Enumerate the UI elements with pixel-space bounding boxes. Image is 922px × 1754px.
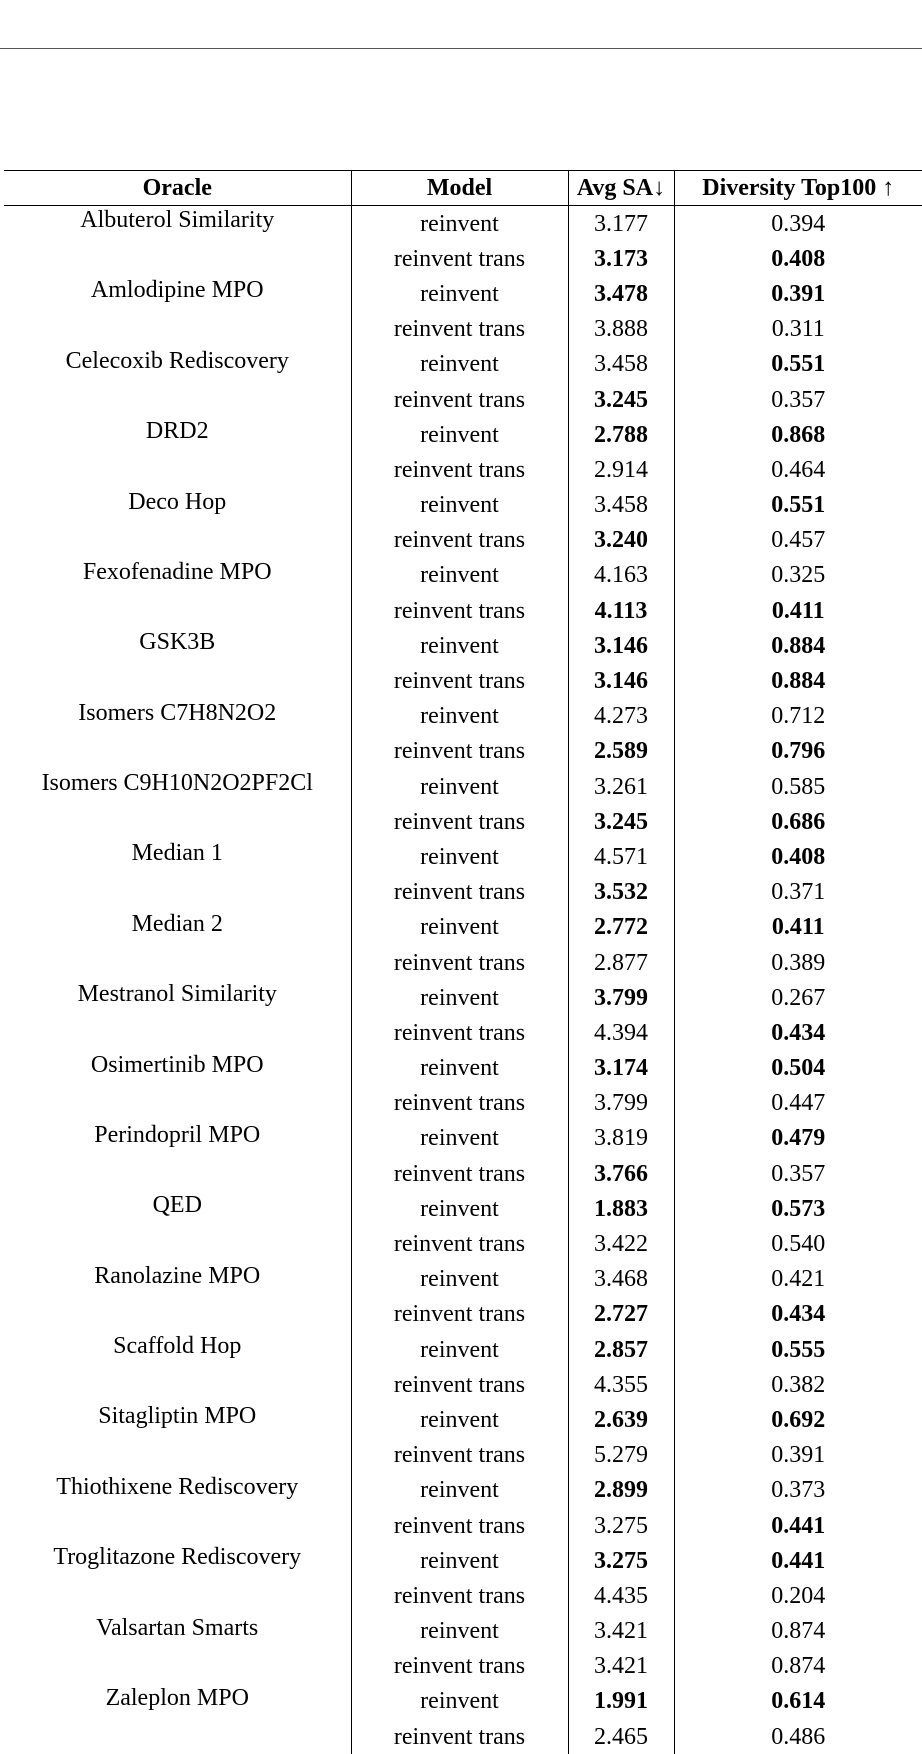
avg-sa-cell: 3.275 <box>568 1508 674 1543</box>
model-cell: reinvent trans <box>351 1086 568 1121</box>
avg-sa-cell: 3.146 <box>568 628 674 663</box>
oracle-cell: Zaleplon MPO <box>4 1684 351 1719</box>
model-cell: reinvent trans <box>351 382 568 417</box>
avg-sa-cell: 4.273 <box>568 699 674 734</box>
diversity-cell: 0.373 <box>674 1473 922 1508</box>
oracle-cell: Median 1 <box>4 839 351 874</box>
results-table <box>4 170 922 1754</box>
model-cell: reinvent <box>351 1684 568 1719</box>
model-cell: reinvent trans <box>351 804 568 839</box>
avg-sa-cell: 2.914 <box>568 452 674 487</box>
avg-sa-cell: 3.799 <box>568 980 674 1015</box>
table-row <box>4 1508 922 1543</box>
oracle-cell <box>4 593 351 628</box>
avg-sa-cell: 3.173 <box>568 241 674 276</box>
model-cell: reinvent trans <box>351 1015 568 1050</box>
avg-sa-cell: 3.146 <box>568 663 674 698</box>
model-cell: reinvent <box>351 910 568 945</box>
table-row <box>4 804 922 839</box>
table-row <box>4 980 922 1015</box>
oracle-cell <box>4 1438 351 1473</box>
diversity-cell: 0.884 <box>674 663 922 698</box>
diversity-cell: 0.421 <box>674 1262 922 1297</box>
table-row <box>4 1262 922 1297</box>
table-row <box>4 1614 922 1649</box>
oracle-cell <box>4 241 351 276</box>
model-cell: reinvent trans <box>351 241 568 276</box>
table-row <box>4 663 922 698</box>
oracle-cell: Median 2 <box>4 910 351 945</box>
model-cell: reinvent trans <box>351 312 568 347</box>
avg-sa-cell: 2.727 <box>568 1297 674 1332</box>
diversity-cell: 0.441 <box>674 1508 922 1543</box>
table-row <box>4 839 922 874</box>
oracle-cell: Thiothixene Rediscovery <box>4 1473 351 1508</box>
oracle-cell <box>4 1578 351 1613</box>
diversity-cell: 0.486 <box>674 1719 922 1754</box>
oracle-cell <box>4 1156 351 1191</box>
diversity-cell: 0.874 <box>674 1649 922 1684</box>
header-model: Model <box>351 171 568 206</box>
avg-sa-cell: 2.772 <box>568 910 674 945</box>
oracle-cell <box>4 1297 351 1332</box>
table-row <box>4 734 922 769</box>
oracle-cell: Mestranol Similarity <box>4 980 351 1015</box>
oracle-cell <box>4 312 351 347</box>
avg-sa-cell: 1.991 <box>568 1684 674 1719</box>
oracle-cell: Scaffold Hop <box>4 1332 351 1367</box>
avg-sa-cell: 3.458 <box>568 488 674 523</box>
avg-sa-cell: 2.857 <box>568 1332 674 1367</box>
table-row <box>4 241 922 276</box>
avg-sa-cell: 2.788 <box>568 417 674 452</box>
table-row <box>4 1649 922 1684</box>
oracle-cell: Sitagliptin MPO <box>4 1402 351 1437</box>
oracle-cell: Deco Hop <box>4 488 351 523</box>
oracle-cell: Ranolazine MPO <box>4 1262 351 1297</box>
table-row <box>4 910 922 945</box>
model-cell: reinvent trans <box>351 1297 568 1332</box>
avg-sa-cell: 3.819 <box>568 1121 674 1156</box>
model-cell: reinvent <box>351 1614 568 1649</box>
model-cell: reinvent <box>351 1051 568 1086</box>
avg-sa-cell: 3.261 <box>568 769 674 804</box>
table-row <box>4 382 922 417</box>
avg-sa-cell: 4.571 <box>568 839 674 874</box>
avg-sa-cell: 3.421 <box>568 1649 674 1684</box>
avg-sa-cell: 1.883 <box>568 1191 674 1226</box>
avg-sa-cell: 4.355 <box>568 1367 674 1402</box>
avg-sa-cell: 3.240 <box>568 523 674 558</box>
avg-sa-cell: 3.799 <box>568 1086 674 1121</box>
avg-sa-cell: 3.245 <box>568 382 674 417</box>
diversity-cell: 0.371 <box>674 875 922 910</box>
table-row <box>4 945 922 980</box>
oracle-cell: Perindopril MPO <box>4 1121 351 1156</box>
oracle-cell <box>4 1719 351 1754</box>
diversity-cell: 0.464 <box>674 452 922 487</box>
model-cell: reinvent <box>351 417 568 452</box>
diversity-cell: 0.692 <box>674 1402 922 1437</box>
model-cell: reinvent <box>351 276 568 311</box>
avg-sa-cell: 3.468 <box>568 1262 674 1297</box>
oracle-cell <box>4 1508 351 1543</box>
oracle-cell <box>4 523 351 558</box>
avg-sa-cell: 2.639 <box>568 1402 674 1437</box>
table-row <box>4 769 922 804</box>
diversity-cell: 0.391 <box>674 1438 922 1473</box>
table-row <box>4 347 922 382</box>
model-cell: reinvent <box>351 769 568 804</box>
avg-sa-cell: 3.532 <box>568 875 674 910</box>
oracle-cell <box>4 1367 351 1402</box>
model-cell: reinvent trans <box>351 945 568 980</box>
oracle-cell <box>4 1649 351 1684</box>
model-cell: reinvent <box>351 347 568 382</box>
model-cell: reinvent <box>351 628 568 663</box>
avg-sa-cell: 2.899 <box>568 1473 674 1508</box>
table-row <box>4 417 922 452</box>
avg-sa-cell: 3.766 <box>568 1156 674 1191</box>
model-cell: reinvent <box>351 1191 568 1226</box>
model-cell: reinvent <box>351 1262 568 1297</box>
oracle-cell <box>4 452 351 487</box>
table-row <box>4 1121 922 1156</box>
diversity-cell: 0.614 <box>674 1684 922 1719</box>
diversity-cell: 0.874 <box>674 1614 922 1649</box>
table-header <box>4 171 922 206</box>
avg-sa-cell: 2.465 <box>568 1719 674 1754</box>
diversity-cell: 0.712 <box>674 699 922 734</box>
diversity-cell: 0.585 <box>674 769 922 804</box>
diversity-cell: 0.504 <box>674 1051 922 1086</box>
oracle-cell: Isomers C7H8N2O2 <box>4 699 351 734</box>
header-row <box>4 171 922 206</box>
diversity-cell: 0.357 <box>674 382 922 417</box>
avg-sa-cell: 3.174 <box>568 1051 674 1086</box>
diversity-cell: 0.686 <box>674 804 922 839</box>
model-cell: reinvent <box>351 558 568 593</box>
model-cell: reinvent trans <box>351 593 568 628</box>
model-cell: reinvent trans <box>351 734 568 769</box>
oracle-cell <box>4 1086 351 1121</box>
table-row <box>4 699 922 734</box>
avg-sa-cell: 5.279 <box>568 1438 674 1473</box>
model-cell: reinvent trans <box>351 1508 568 1543</box>
oracle-cell: Celecoxib Rediscovery <box>4 347 351 382</box>
table-row <box>4 452 922 487</box>
diversity-cell: 0.391 <box>674 276 922 311</box>
diversity-cell: 0.868 <box>674 417 922 452</box>
model-cell: reinvent <box>351 1473 568 1508</box>
oracle-cell: Amlodipine MPO <box>4 276 351 311</box>
diversity-cell: 0.267 <box>674 980 922 1015</box>
oracle-cell <box>4 945 351 980</box>
oracle-cell <box>4 382 351 417</box>
diversity-cell: 0.389 <box>674 945 922 980</box>
model-cell: reinvent <box>351 1121 568 1156</box>
diversity-cell: 0.796 <box>674 734 922 769</box>
oracle-cell <box>4 875 351 910</box>
oracle-cell: QED <box>4 1191 351 1226</box>
diversity-cell: 0.325 <box>674 558 922 593</box>
diversity-cell: 0.204 <box>674 1578 922 1613</box>
table-row <box>4 206 922 242</box>
table-row <box>4 1086 922 1121</box>
diversity-cell: 0.411 <box>674 910 922 945</box>
diversity-cell: 0.394 <box>674 206 922 242</box>
page-top-rule <box>0 48 922 49</box>
diversity-cell: 0.551 <box>674 347 922 382</box>
model-cell: reinvent trans <box>351 875 568 910</box>
model-cell: reinvent trans <box>351 1649 568 1684</box>
model-cell: reinvent trans <box>351 523 568 558</box>
oracle-cell <box>4 1015 351 1050</box>
oracle-cell <box>4 804 351 839</box>
diversity-cell: 0.434 <box>674 1015 922 1050</box>
diversity-cell: 0.447 <box>674 1086 922 1121</box>
table-row <box>4 593 922 628</box>
avg-sa-cell: 3.421 <box>568 1614 674 1649</box>
diversity-cell: 0.573 <box>674 1191 922 1226</box>
avg-sa-cell: 3.177 <box>568 206 674 242</box>
diversity-cell: 0.408 <box>674 839 922 874</box>
table-row <box>4 488 922 523</box>
model-cell: reinvent trans <box>351 1226 568 1261</box>
table-row <box>4 1051 922 1086</box>
table-row <box>4 1684 922 1719</box>
table-row <box>4 1191 922 1226</box>
table-row <box>4 1156 922 1191</box>
diversity-cell: 0.434 <box>674 1297 922 1332</box>
header-oracle: Oracle <box>4 171 351 206</box>
table-row <box>4 1719 922 1754</box>
avg-sa-cell: 4.163 <box>568 558 674 593</box>
table-row <box>4 1543 922 1578</box>
table-row <box>4 628 922 663</box>
avg-sa-cell: 4.113 <box>568 593 674 628</box>
table-row <box>4 1015 922 1050</box>
oracle-cell: Albuterol Similarity <box>4 206 351 242</box>
diversity-cell: 0.382 <box>674 1367 922 1402</box>
model-cell: reinvent trans <box>351 452 568 487</box>
header-diversity: Diversity Top100 ↑ <box>674 171 922 206</box>
model-cell: reinvent trans <box>351 1367 568 1402</box>
avg-sa-cell: 3.458 <box>568 347 674 382</box>
oracle-cell: Fexofenadine MPO <box>4 558 351 593</box>
diversity-cell: 0.441 <box>674 1543 922 1578</box>
oracle-cell: Valsartan Smarts <box>4 1614 351 1649</box>
model-cell: reinvent <box>351 699 568 734</box>
model-cell: reinvent <box>351 839 568 874</box>
table-row <box>4 523 922 558</box>
table-row <box>4 1438 922 1473</box>
avg-sa-cell: 3.888 <box>568 312 674 347</box>
table-row <box>4 1332 922 1367</box>
oracle-cell: GSK3B <box>4 628 351 663</box>
diversity-cell: 0.408 <box>674 241 922 276</box>
diversity-cell: 0.479 <box>674 1121 922 1156</box>
diversity-cell: 0.884 <box>674 628 922 663</box>
table-row <box>4 1578 922 1613</box>
table-row <box>4 312 922 347</box>
oracle-cell <box>4 1226 351 1261</box>
diversity-cell: 0.411 <box>674 593 922 628</box>
model-cell: reinvent trans <box>351 1156 568 1191</box>
avg-sa-cell: 3.245 <box>568 804 674 839</box>
table-row <box>4 1473 922 1508</box>
avg-sa-cell: 4.435 <box>568 1578 674 1613</box>
table-body <box>4 206 922 1754</box>
table-row <box>4 1297 922 1332</box>
avg-sa-cell: 3.478 <box>568 276 674 311</box>
avg-sa-cell: 4.394 <box>568 1015 674 1050</box>
model-cell: reinvent <box>351 206 568 242</box>
model-cell: reinvent <box>351 1543 568 1578</box>
table-row <box>4 1226 922 1261</box>
model-cell: reinvent <box>351 1402 568 1437</box>
diversity-cell: 0.555 <box>674 1332 922 1367</box>
avg-sa-cell: 2.877 <box>568 945 674 980</box>
oracle-cell <box>4 663 351 698</box>
table-row <box>4 1402 922 1437</box>
model-cell: reinvent trans <box>351 1438 568 1473</box>
table-row <box>4 1367 922 1402</box>
model-cell: reinvent <box>351 980 568 1015</box>
diversity-cell: 0.551 <box>674 488 922 523</box>
avg-sa-cell: 3.422 <box>568 1226 674 1261</box>
avg-sa-cell: 2.589 <box>568 734 674 769</box>
diversity-cell: 0.540 <box>674 1226 922 1261</box>
oracle-cell: Osimertinib MPO <box>4 1051 351 1086</box>
model-cell: reinvent trans <box>351 663 568 698</box>
avg-sa-cell: 3.275 <box>568 1543 674 1578</box>
model-cell: reinvent <box>351 1332 568 1367</box>
model-cell: reinvent trans <box>351 1719 568 1754</box>
oracle-cell <box>4 734 351 769</box>
oracle-cell: Isomers C9H10N2O2PF2Cl <box>4 769 351 804</box>
diversity-cell: 0.311 <box>674 312 922 347</box>
model-cell: reinvent <box>351 488 568 523</box>
oracle-cell: DRD2 <box>4 417 351 452</box>
model-cell: reinvent trans <box>351 1578 568 1613</box>
table-row <box>4 558 922 593</box>
table-row <box>4 276 922 311</box>
table-row <box>4 875 922 910</box>
oracle-cell: Troglitazone Rediscovery <box>4 1543 351 1578</box>
header-avg-sa: Avg SA↓ <box>568 171 674 206</box>
diversity-cell: 0.357 <box>674 1156 922 1191</box>
diversity-cell: 0.457 <box>674 523 922 558</box>
